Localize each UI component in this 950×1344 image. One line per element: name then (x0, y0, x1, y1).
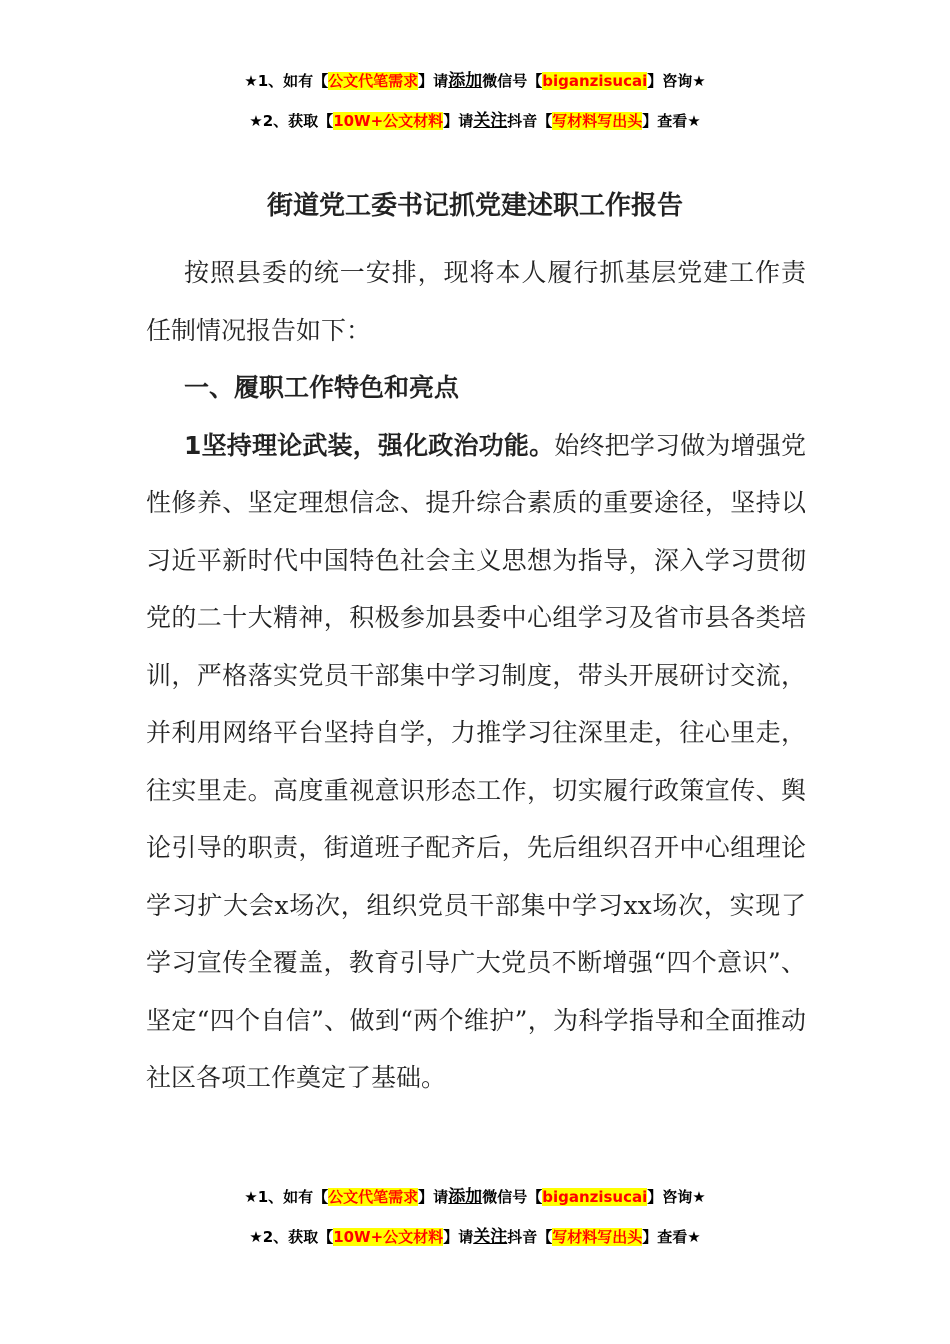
promo-underlined: 关注 (473, 111, 508, 131)
promo-line-1-top (0, 70, 950, 92)
promo-highlight: 写材料写出头 (552, 1228, 643, 1246)
promo-underlined: 添加 (448, 71, 483, 91)
promo-text: 】查看★ (642, 1228, 701, 1246)
promo-text: 微信号【 (482, 1188, 543, 1206)
promo-text: ★2、获取【 (249, 112, 334, 130)
promo-text: 】请 (418, 1188, 449, 1206)
promo-text: 微信号【 (482, 72, 543, 90)
item-lead: 1坚持理论武装，强化政治功能。 (184, 430, 555, 460)
document-title: 街道党工委书记抓党建述职工作报告 (266, 191, 683, 221)
promo-text: ★2、获取【 (249, 1228, 334, 1246)
promo-underlined: 添加 (448, 1187, 483, 1207)
promo-text: 】请 (443, 1228, 474, 1246)
promo-text: ★1、如有【 (244, 1188, 329, 1206)
promo-text: ★1、如有【 (244, 72, 329, 90)
item-body: 始终把学习做为增强党性修养、坚定理想信念、提升综合素质的重要途径，坚持以习近平新时代中国特色社会主义思想为指导，深入学习贯彻党的二十大精神，积极参加县委中心组学习及省市县各类培训，严格落实党员干部集中学习制度，带头开展研讨交流，并利用网络平台坚持自学，力推学习往深里走，往心里走，往实里走。高度重视意识形态工作，切实履行政策宣传、舆论引导的职责，街道班子配齐后，先后组织召开中心组理论学习扩大会x场次，组织党员干部集中学习xx场次，实现了学习宣传全覆盖，教育引导广大党员不断增强“四个意识”、坚定“四个自信”、做到“两个维护”，为科学指导和全面推动社区各项工作奠定了基础。 (146, 430, 806, 1092)
item-paragraph (146, 417, 806, 1107)
promo-text: 抖音【 (507, 1228, 553, 1246)
intro-paragraph: 按照县委的统一安排，现将本人履行抓基层党建工作责任制情况报告如下： (146, 258, 806, 345)
promo-line-2-top (0, 110, 950, 132)
section-heading: 一、履职工作特色和亮点 (184, 373, 460, 402)
document-body (146, 244, 806, 1107)
promo-text: 抖音【 (507, 112, 553, 130)
promo-line-2-bottom (0, 1226, 950, 1248)
promo-highlight: 公文代笔需求 (328, 1188, 419, 1206)
promo-highlight: 公文代笔需求 (328, 72, 419, 90)
promo-underlined: 关注 (473, 1227, 508, 1247)
promo-text: 】请 (418, 72, 449, 90)
promo-text: 】请 (443, 112, 474, 130)
promo-text: 】咨询★ (647, 1188, 706, 1206)
promo-highlight: biganzisucai (542, 72, 648, 90)
promo-highlight: 写材料写出头 (552, 112, 643, 130)
promo-highlight: biganzisucai (542, 1188, 648, 1206)
promo-text: 】咨询★ (647, 72, 706, 90)
promo-highlight: 10W+公文材料 (333, 1228, 444, 1246)
promo-line-1-bottom (0, 1186, 950, 1208)
promo-highlight: 10W+公文材料 (333, 112, 444, 130)
promo-text: 】查看★ (642, 112, 701, 130)
